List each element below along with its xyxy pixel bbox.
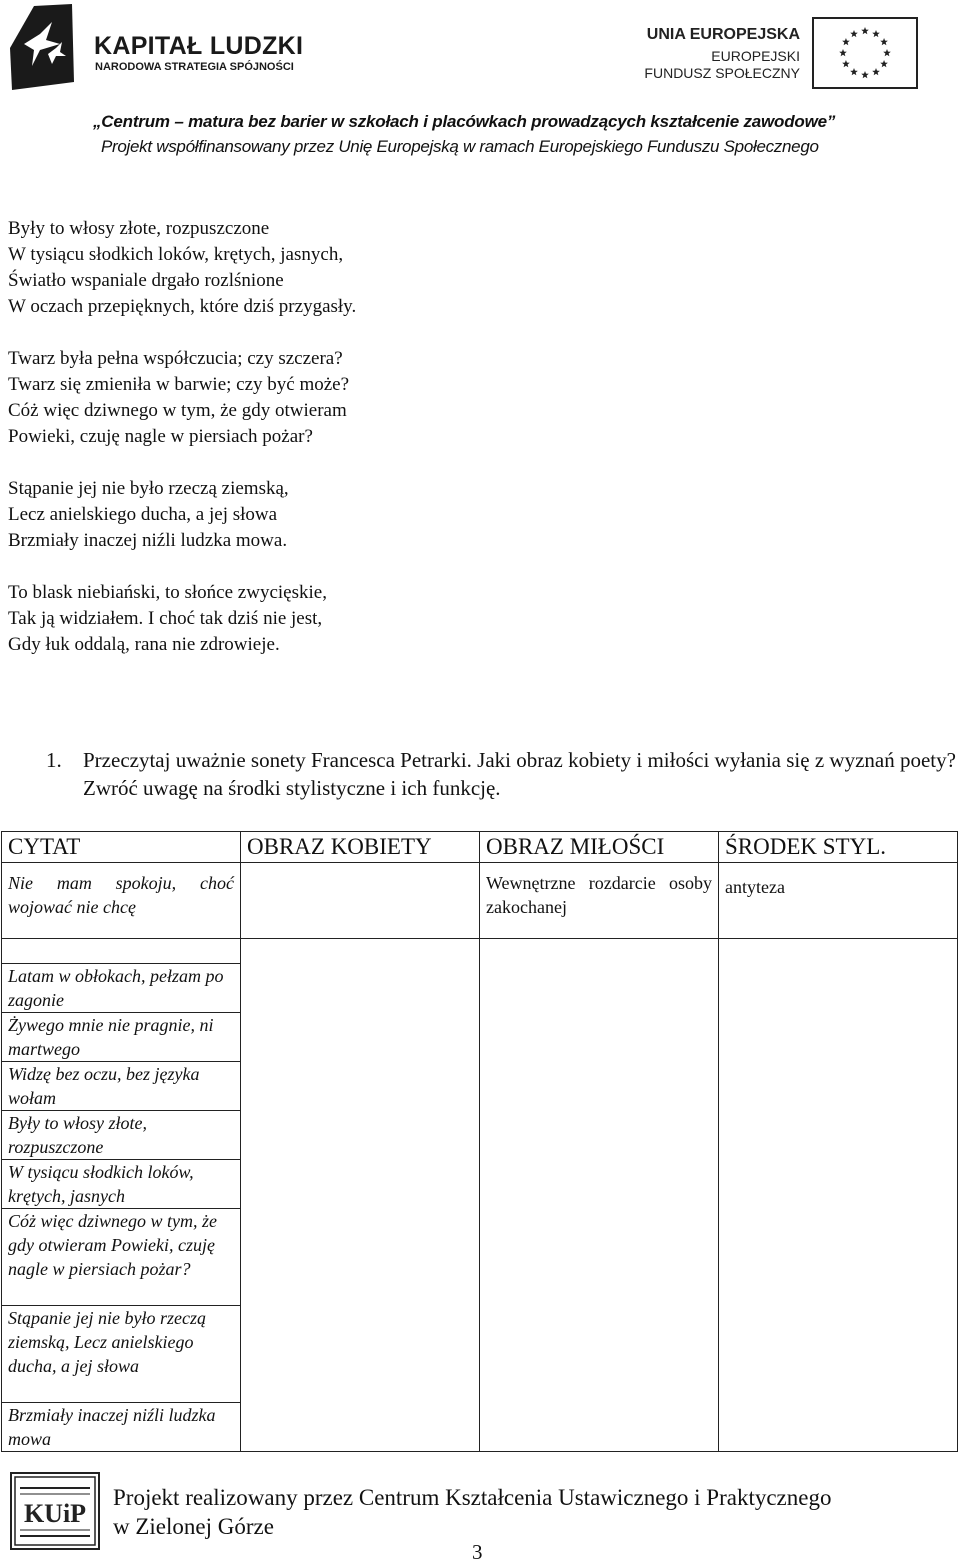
example-woman-cell[interactable] <box>241 863 480 939</box>
spacer-cell <box>2 939 241 964</box>
poem-line: Twarz była pełna współczucia; czy szczera? <box>8 348 343 369</box>
eu-line-2: EUROPEJSKI <box>711 48 800 64</box>
example-device-cell[interactable]: antyteza <box>719 863 958 939</box>
quote-cell: Żywego mnie nie pragnie, ni martwego <box>2 1013 241 1062</box>
eu-line-1: UNIA EUROPEJSKA <box>646 26 800 43</box>
header-cytat: CYTAT <box>2 832 241 863</box>
eu-star-icon <box>850 30 858 37</box>
example-quote-cell[interactable]: Nie mam spokoju, choć wojować nie chcę <box>2 863 241 939</box>
eu-star-icon <box>839 49 847 56</box>
kapital-ludzki-title: KAPITAŁ LUDZKI <box>94 32 304 60</box>
quote-cell: Widzę bez oczu, bez języka wołam <box>2 1062 241 1111</box>
poem-line: Gdy łuk oddalą, rana nie zdrowieje. <box>8 634 280 655</box>
poem-line: Stąpanie jej nie było rzeczą ziemską, <box>8 478 289 499</box>
poem-line: Lecz anielskiego ducha, a jej słowa <box>8 504 278 525</box>
poem-stanza <box>8 216 608 320</box>
eu-line-3: FUNDUSZ SPOŁECZNY <box>644 65 800 81</box>
poem-line: To blask niebiański, to słońce zwycięskie, <box>8 582 327 603</box>
eu-star-icon <box>861 71 869 78</box>
example-love-cell[interactable]: Wewnętrzne rozdarcie osoby zakochanej <box>480 863 719 939</box>
quote-cell: Stąpanie jej nie było rzeczą ziemską, Lecz anielskiego ducha, a jej słowa <box>2 1306 241 1403</box>
poem-line: W oczach przepięknych, które dziś przygasły. <box>8 296 357 317</box>
eu-star-icon <box>883 49 891 56</box>
header-obraz-kobiety: OBRAZ KOBIETY <box>241 832 480 863</box>
header-srodek-styl: ŚRODEK STYL. <box>719 832 958 863</box>
poem <box>8 216 608 684</box>
header-obraz-milosci: OBRAZ MIŁOŚCI <box>480 832 719 863</box>
kuip-logo <box>10 1472 100 1550</box>
eu-star-icon <box>880 60 888 67</box>
footer-line-2: w Zielonej Górze <box>113 1514 274 1539</box>
eu-label <box>644 18 800 88</box>
footer-text <box>113 1483 831 1541</box>
kapital-ludzki-emblem-icon <box>10 4 84 90</box>
task-text: Przeczytaj uważnie sonety Francesca Petrarki. Jaki obraz kobiety i miłości wyłania się z wyznań poety? Zwróć uwagę na środki stylistyczne i ich funkcję. <box>83 748 956 800</box>
quote-cell: Cóż więc dziwnego w tym, że gdy otwieram Powieki, czuję nagle w piersiach pożar? <box>2 1209 241 1306</box>
poem-line: Twarz się zmieniła w barwie; czy być może? <box>8 374 350 395</box>
quote-cell: Były to włosy złote, rozpuszczone <box>2 1111 241 1160</box>
eu-star-icon <box>880 38 888 45</box>
eu-star-icon <box>872 30 880 37</box>
quote-cell: Latam w obłokach, pełzam po zagonie <box>2 964 241 1013</box>
answer-cell[interactable] <box>719 939 958 1452</box>
eu-star-icon <box>850 68 858 75</box>
poem-line: W tysiącu słodkich loków, krętych, jasnych, <box>8 244 344 265</box>
svg-text:KUiP: KUiP <box>23 1499 87 1528</box>
eu-star-icon <box>872 68 880 75</box>
kapital-ludzki-logo <box>10 4 310 92</box>
eu-flag-icon <box>812 17 918 89</box>
kapital-ludzki-subtitle: NARODOWA STRATEGIA SPÓJNOŚCI <box>95 61 294 73</box>
poem-line: Cóż więc dziwnego w tym, że gdy otwieram <box>8 400 347 421</box>
quote-cell: W tysiącu słodkich loków, krętych, jasnych <box>2 1160 241 1209</box>
poem-line: Światło wspaniale drgało rozlśnione <box>8 270 284 291</box>
eu-star-icon <box>842 38 850 45</box>
poem-stanza <box>8 476 608 554</box>
analysis-table <box>1 831 958 1452</box>
table-header-row <box>2 832 958 863</box>
answer-cell[interactable] <box>241 939 480 1452</box>
poem-stanza <box>8 346 608 450</box>
answer-cell[interactable] <box>480 939 719 1452</box>
page-number: 3 <box>472 1540 483 1564</box>
poem-stanza <box>8 580 608 658</box>
project-subtitle: Projekt współfinansowany przez Unię Europejską w ramach Europejskiego Funduszu Społecznego <box>101 137 819 156</box>
table-row <box>2 939 958 964</box>
kuip-logo-icon <box>10 1472 100 1550</box>
table-row <box>2 863 958 939</box>
poem-line: Powieki, czuję nagle w piersiach pożar? <box>8 426 313 447</box>
task-number: 1. <box>46 748 62 772</box>
project-title: „Centrum – matura bez barier w szkołach i placówkach prowadzących kształcenie zawodowe” <box>93 112 836 131</box>
footer-line-1: Projekt realizowany przez Centrum Kształcenia Ustawicznego i Praktycznego <box>113 1485 832 1510</box>
poem-line: Brzmiały inaczej niźli ludzka mowa. <box>8 530 288 551</box>
poem-line: Tak ją widziałem. I choć tak dziś nie jest, <box>8 608 323 629</box>
poem-line: Były to włosy złote, rozpuszczone <box>8 218 270 239</box>
quote-cell: Brzmiały inaczej niźli ludzka mowa <box>2 1403 241 1452</box>
eu-star-icon <box>842 60 850 67</box>
eu-star-icon <box>861 27 869 34</box>
